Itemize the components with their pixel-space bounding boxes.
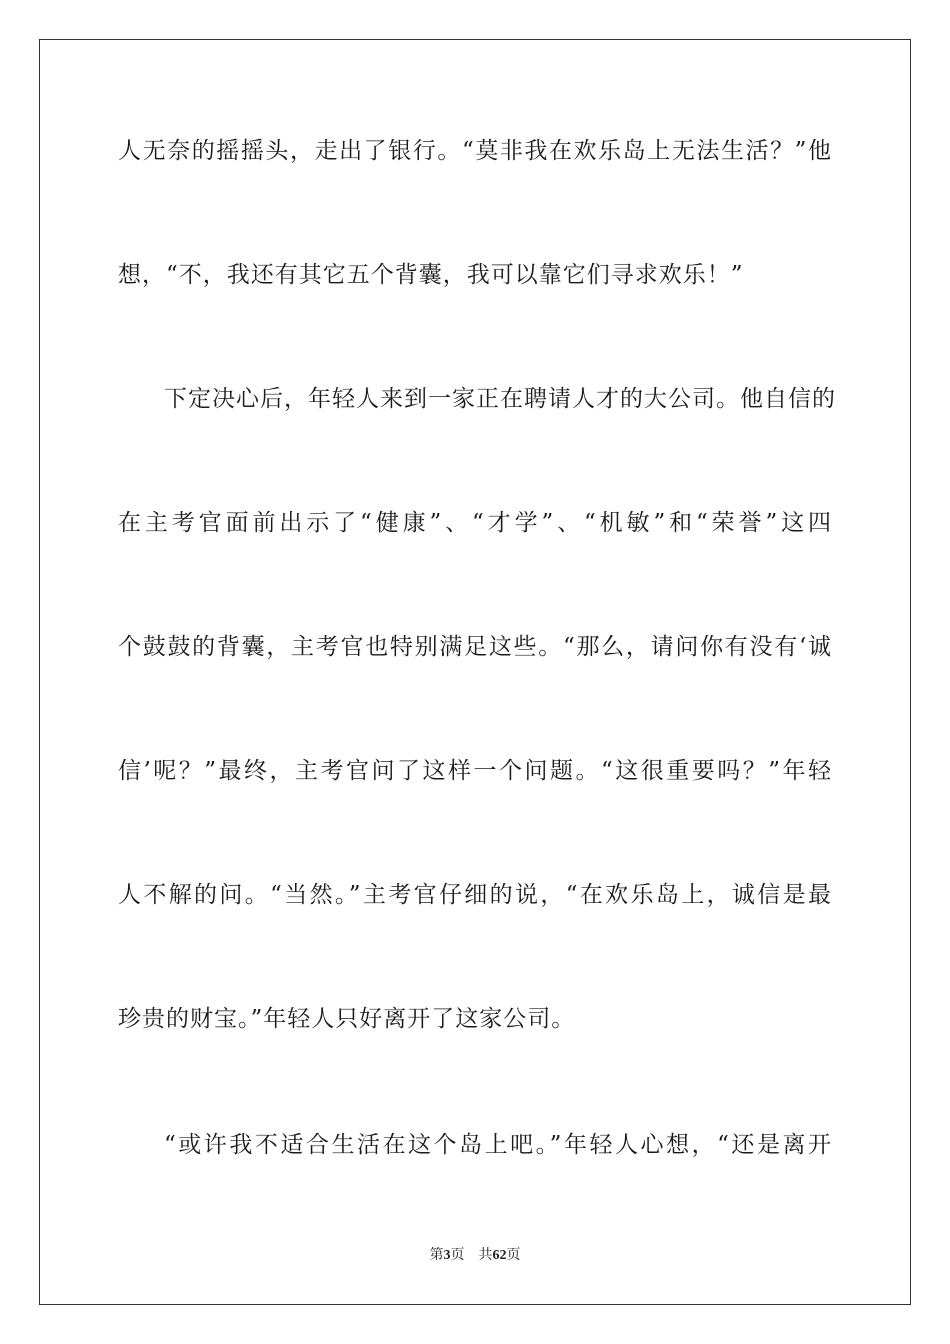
- page-border: [39, 39, 911, 1305]
- total-pages: 62: [492, 1248, 507, 1263]
- page-prefix: 第: [429, 1248, 444, 1263]
- total-prefix: 共: [478, 1248, 493, 1263]
- text-line-8: 珍贵的财宝。”年轻人只好离开了这家公司。: [118, 1006, 576, 1032]
- text-line-1: 人无奈的摇摇头，走出了银行。“莫非我在欢乐岛上无法生活？”他: [118, 138, 832, 164]
- text-line-9: “或许我不适合生活在这个岛上吧。”年轻人心想，“还是离开: [164, 1132, 832, 1158]
- page-number: 3: [443, 1248, 451, 1263]
- page-suffix: 页: [450, 1248, 465, 1263]
- page-footer: [0, 1247, 950, 1265]
- text-line-4: 在主考官面前出示了“健康”、“才学”、“机敏”和“荣誉”这四: [118, 510, 832, 536]
- text-line-3: 下定决心后，年轻人来到一家正在聘请人才的大公司。他自信的: [164, 386, 836, 412]
- text-line-7: 人不解的问。“当然。”主考官仔细的说，“在欢乐岛上，诚信是最: [118, 882, 832, 908]
- text-line-2: 想，“不，我还有其它五个背囊，我可以靠它们寻求欢乐！”: [118, 262, 744, 288]
- text-line-6: 信’呢？”最终，主考官问了这样一个问题。“这很重要吗？”年轻: [118, 758, 832, 784]
- total-suffix: 页: [506, 1248, 521, 1263]
- text-line-5: 个鼓鼓的背囊，主考官也特别满足这些。“那么，请问你有没有‘诚: [118, 634, 832, 660]
